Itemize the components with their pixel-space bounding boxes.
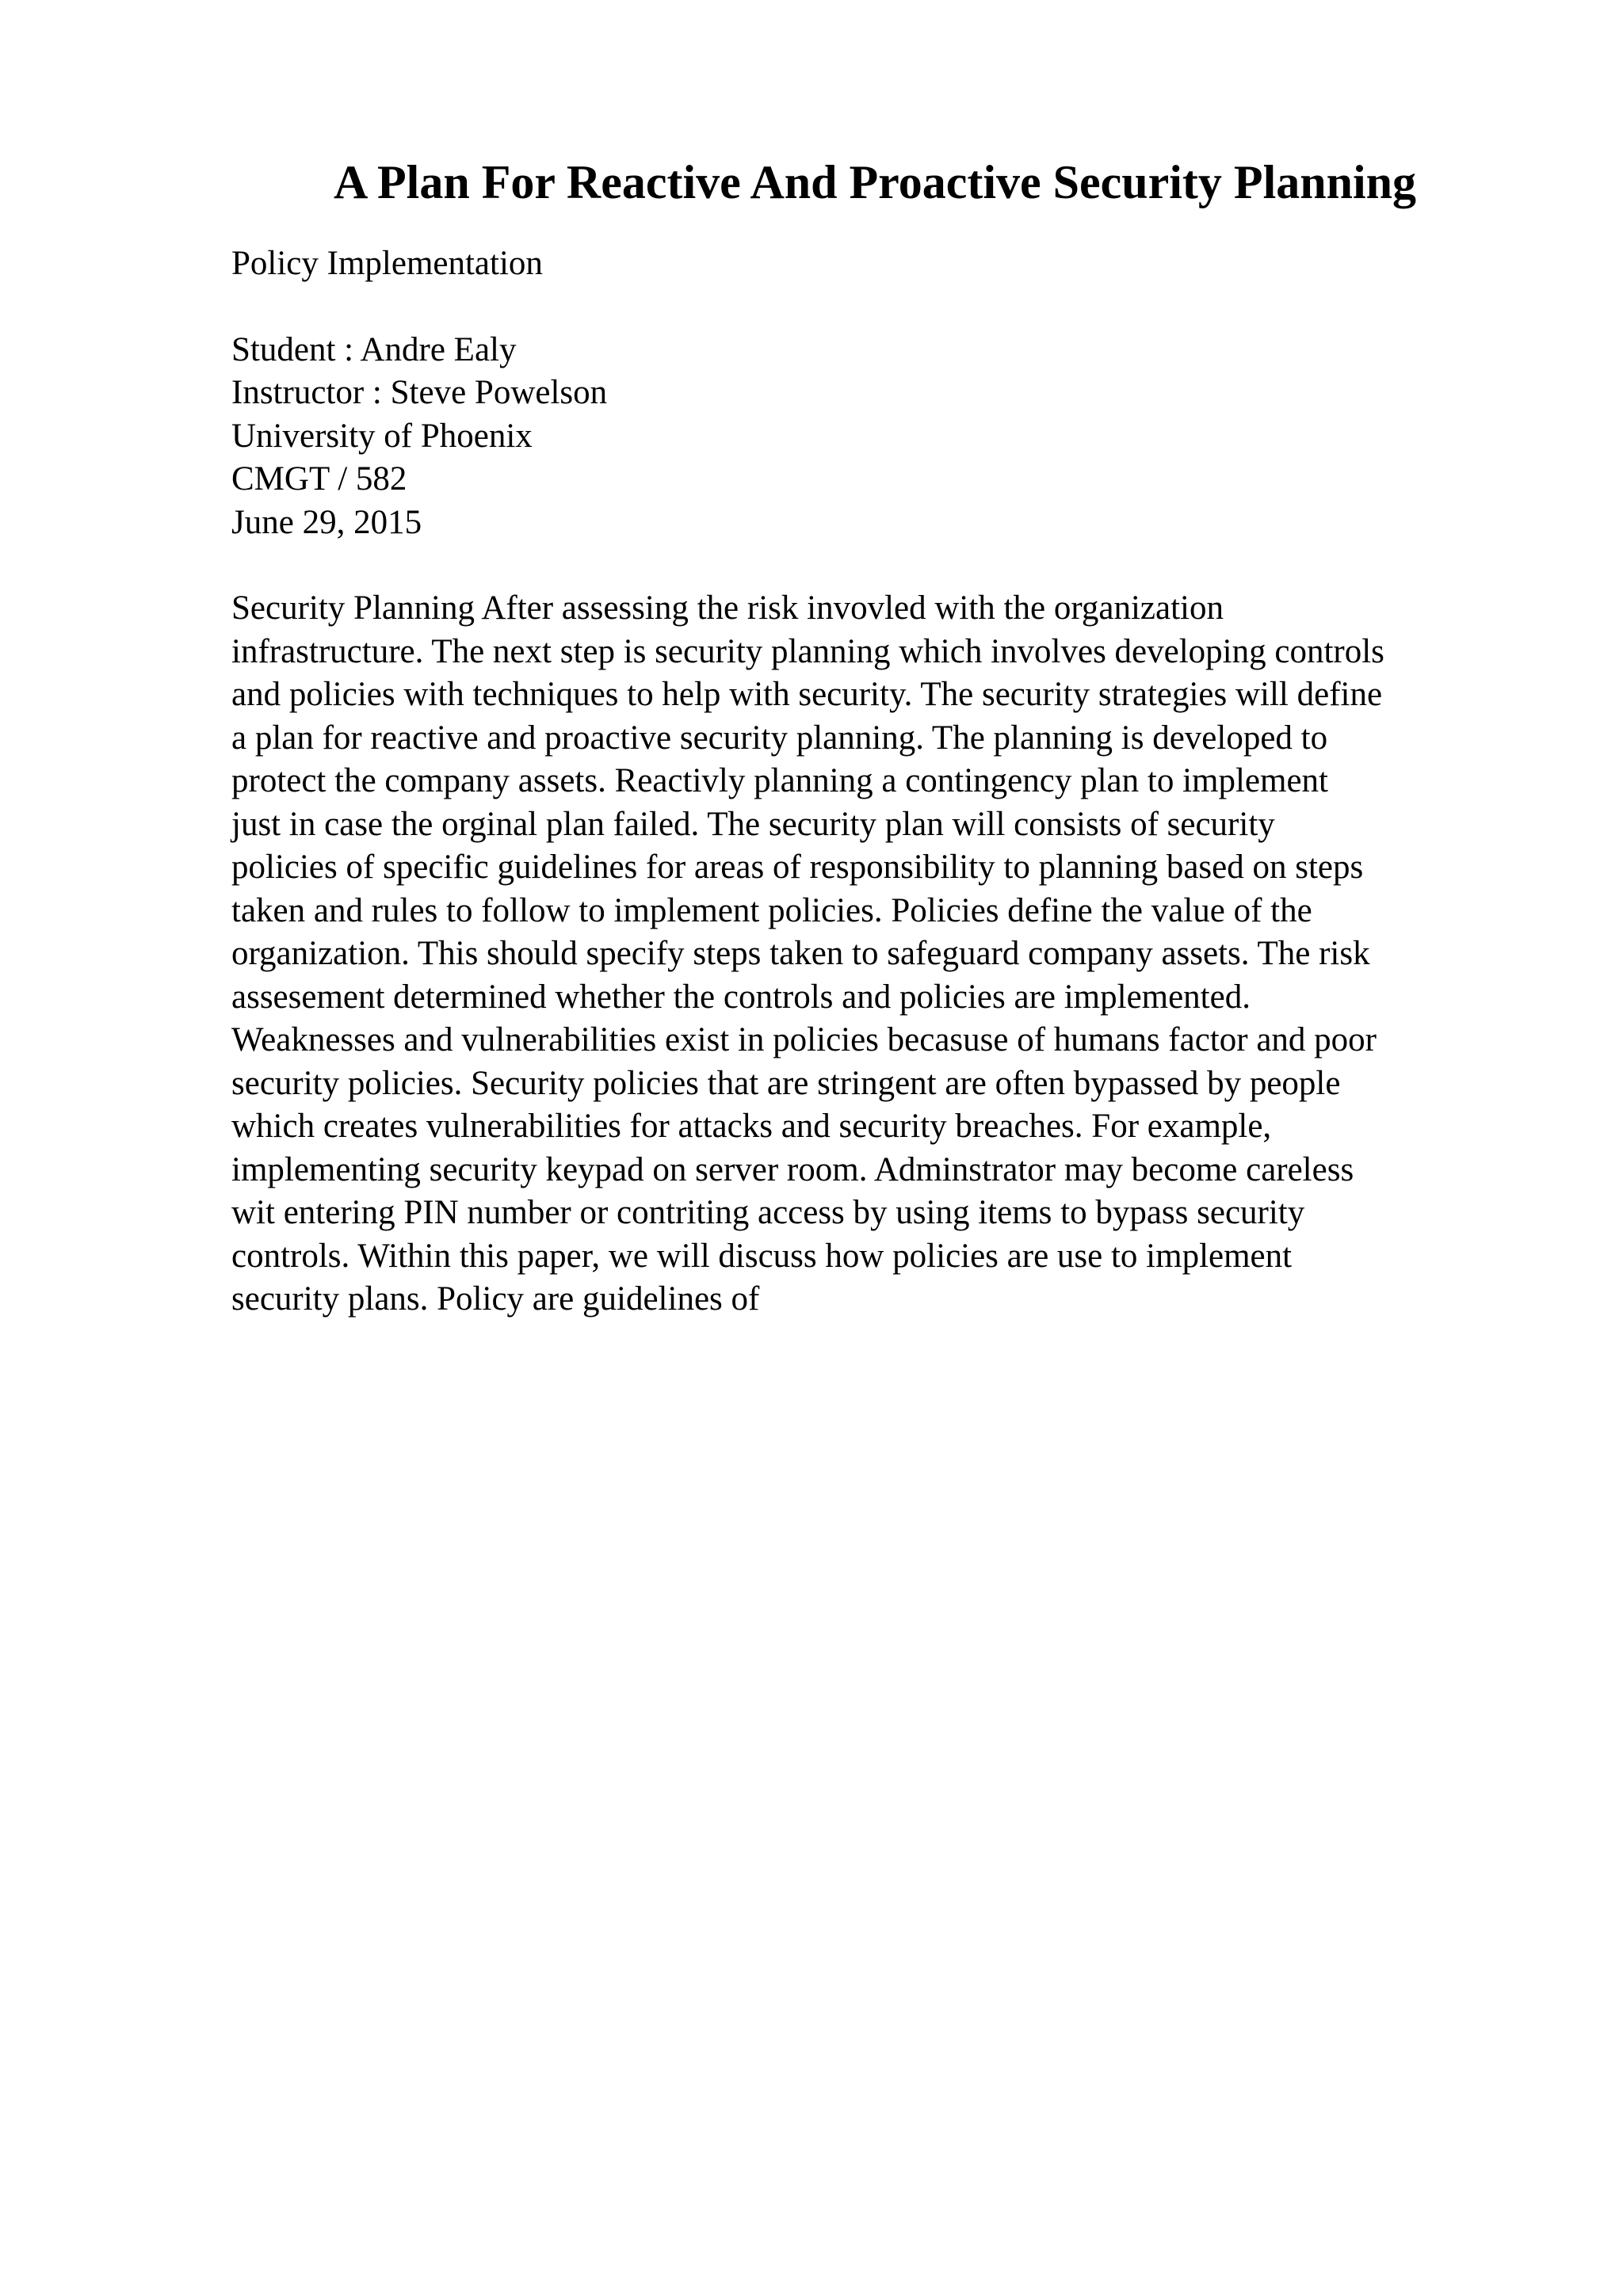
university-line: University of Phoenix	[231, 417, 533, 455]
body-line: taken and rules to follow to implement policies. Policies define the value of the	[231, 891, 1312, 929]
instructor-line: Instructor : Steve Powelson	[231, 374, 608, 411]
body-line: protect the company assets. Reactivly planning a contingency plan to implement	[231, 762, 1328, 799]
author-info-block	[231, 329, 1499, 545]
document-content	[231, 242, 1499, 1322]
body-line: security plans. Policy are guidelines of	[231, 1280, 760, 1318]
document-subtitle: Policy Implementation	[231, 245, 543, 282]
body-line: organization. This should specify steps taken to safeguard company assets. The risk	[231, 935, 1370, 972]
body-paragraph	[231, 587, 1499, 1322]
body-line: implementing security keypad on server room. Adminstrator may become careless	[231, 1150, 1354, 1188]
body-line: wit entering PIN number or contriting access by using items to bypass security	[231, 1194, 1305, 1231]
body-line: which creates vulnerabilities for attacks and security breaches. For example,	[231, 1108, 1272, 1145]
body-line: and policies with techniques to help with security. The security strategies will define	[231, 676, 1383, 713]
student-line: Student : Andre Ealy	[231, 330, 517, 368]
body-line: infrastructure. The next step is security planning which involves developing controls	[231, 632, 1384, 670]
document-title: A Plan For Reactive And Proactive Security Planning	[333, 156, 1417, 208]
body-line: controls. Within this paper, we will discuss how policies are use to implement	[231, 1237, 1293, 1275]
course-line: CMGT / 582	[231, 460, 407, 498]
body-line: security policies. Security policies that are stringent are often bypassed by people	[231, 1064, 1341, 1102]
body-line: just in case the orginal plan failed. The security plan will consists of security	[231, 805, 1275, 843]
body-line: a plan for reactive and proactive security planning. The planning is developed to	[231, 719, 1328, 757]
body-line: assesement determined whether the controls and policies are implemented.	[231, 978, 1251, 1016]
date-line: June 29, 2015	[231, 503, 422, 541]
body-line: Security Planning After assessing the risk invovled with the organization	[231, 589, 1224, 627]
body-line: policies of specific guidelines for areas of responsibility to planning based on steps	[231, 849, 1364, 886]
body-line: Weaknesses and vulnerabilities exist in policies becasuse of humans factor and poor	[231, 1021, 1377, 1058]
